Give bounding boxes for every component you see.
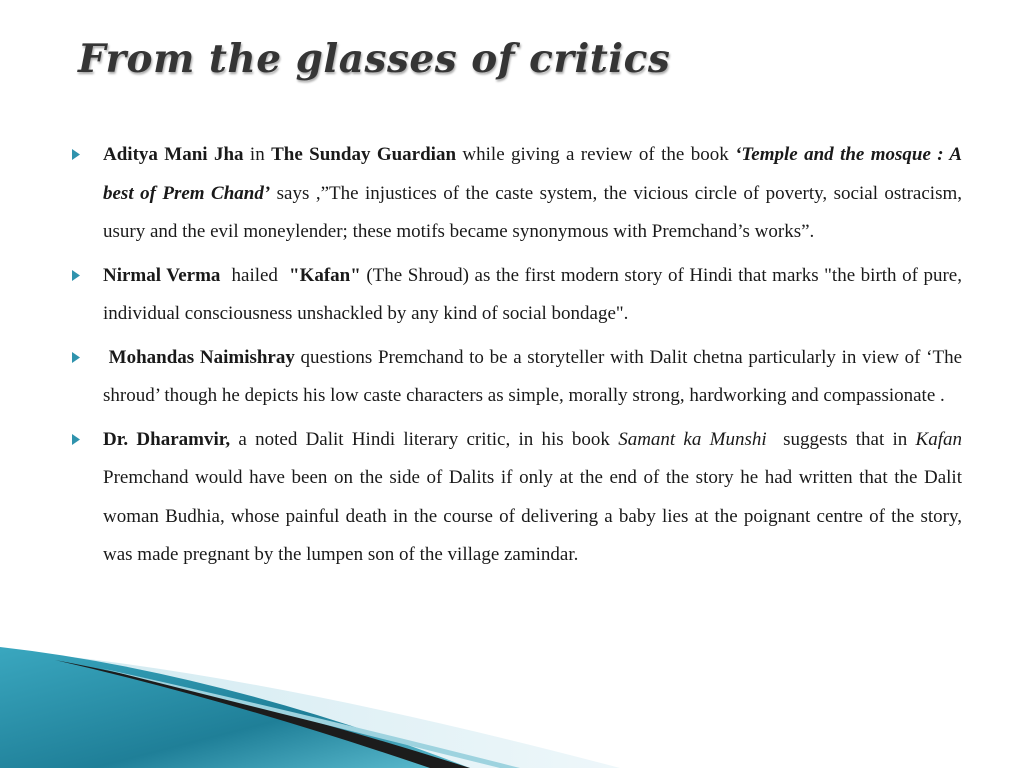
text-run: (The Shroud) as the first modern story of Hindi that marks "the birth of pure, individual consciousness unshackled by any kind of social bondage". xyxy=(103,264,962,324)
critic-name: Mohandas Naimishray xyxy=(108,346,295,368)
text-run: while giving a review of the book xyxy=(456,144,736,165)
text-run: suggests that in xyxy=(766,428,916,450)
slide-title: From the glasses of critics xyxy=(78,36,671,82)
text-run: Premchand would have been on the side of Dalits if only at the end of the story he had written that the Dalit woman Budhia, whose painful death in the course of delivering a baby lies at the poignant centre of the story, was made pregnant by the lumpen son of the village zamindar. xyxy=(103,467,962,565)
critic-name: Nirmal Verma xyxy=(103,264,221,286)
story-title: "Kafan" xyxy=(289,264,361,286)
source-name: The Sunday Guardian xyxy=(271,144,457,165)
text-run: hailed xyxy=(220,264,290,286)
text-run: says ,”The injustices of the caste system, the vicious circle of poverty, social ostracism, usury and the evil moneylender; these motifs became synonymous with Premchand’s works”. xyxy=(103,182,963,242)
text-run: questions Premchand to be a storyteller with Dalit chetna particularly in view of ‘The shroud’ though he depicts his low caste characters as simple, morally strong, hardworking and compassionate . xyxy=(103,346,963,406)
book-title: ‘Temple and the mosque : A best of Prem Chand’ xyxy=(103,144,962,204)
text-run: a noted Dalit Hindi literary critic, in his book xyxy=(230,428,619,450)
critic-name: Dr. Dharamvir, xyxy=(103,428,231,450)
critic-name: Aditya Mani Jha xyxy=(103,144,244,165)
story-title: Kafan xyxy=(915,428,962,450)
book-title: Samant ka Munshi xyxy=(618,428,767,450)
text-run: in xyxy=(243,144,272,165)
